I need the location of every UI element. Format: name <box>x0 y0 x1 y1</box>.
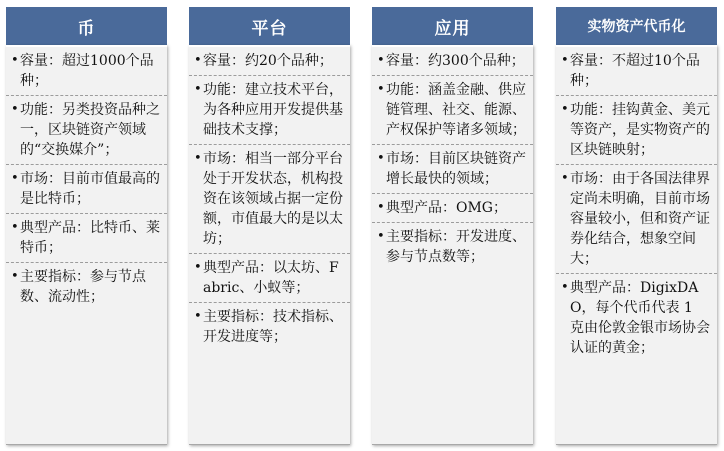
column-platform <box>189 7 350 445</box>
column-header: 应用 <box>372 7 533 45</box>
bullet-icon: • <box>11 269 19 284</box>
list-item <box>556 96 717 165</box>
bullet-icon: • <box>194 53 202 68</box>
item-text: 典型产品：比特币、莱特币； <box>20 220 160 256</box>
list-item <box>189 76 350 145</box>
bullet-icon: • <box>194 309 202 324</box>
list-item <box>556 47 717 96</box>
item-text: 市场：由于各国法律界定尚未明确，目前市场容量较小，但和资产证券化结合，想象空间大； <box>570 171 710 267</box>
list-item <box>372 194 533 223</box>
bullet-icon: • <box>561 53 569 68</box>
bullet-icon: • <box>561 280 569 295</box>
item-text: 主要指标：开发进度、参与节点数等； <box>386 229 526 265</box>
list-item <box>372 223 533 271</box>
item-text: 容量：超过1000个品种； <box>20 53 154 89</box>
bullet-icon: • <box>194 151 202 166</box>
list-item <box>6 96 167 165</box>
bullet-icon: • <box>377 151 385 166</box>
bullet-icon: • <box>11 53 19 68</box>
list-item <box>6 165 167 214</box>
list-item <box>372 145 533 194</box>
bullet-icon: • <box>377 200 385 215</box>
bullet-icon: • <box>11 102 19 117</box>
list-item <box>556 274 717 362</box>
bullet-icon: • <box>11 171 19 186</box>
list-item <box>6 214 167 263</box>
item-text: 主要指标：参与节点数、流动性； <box>20 269 146 305</box>
column-header: 实物资产代币化 <box>556 7 717 45</box>
column-application <box>372 7 533 445</box>
item-text: 功能：挂钩黄金、美元等资产，是实物资产的区块链映射； <box>570 102 710 158</box>
item-text: 功能：另类投资品种之一，区块链资产领域的“交换媒介”； <box>20 102 160 158</box>
item-text: 市场：相当一部分平台处于开发状态，机构投资在该领域占据一定份额，市值最大的是以太坊； <box>203 151 343 247</box>
item-text: 功能：涵盖金融、供应链管理、社交、能源、产权保护等诸多领域； <box>386 82 526 138</box>
bullet-icon: • <box>11 220 19 235</box>
item-text: 主要指标：技术指标、开发进度等； <box>203 309 343 345</box>
bullet-icon: • <box>377 82 385 97</box>
column-tokenized-assets <box>556 7 717 445</box>
column-header: 币 <box>6 7 167 45</box>
bullet-icon: • <box>561 171 569 186</box>
column-coin <box>6 7 167 445</box>
list-item <box>556 165 717 274</box>
column-body <box>189 45 350 445</box>
list-item <box>372 76 533 145</box>
list-item <box>372 47 533 76</box>
list-item <box>6 263 167 311</box>
column-header: 平台 <box>189 7 350 45</box>
list-item <box>189 145 350 254</box>
list-item <box>189 254 350 303</box>
item-text: 典型产品：OMG； <box>386 200 507 216</box>
item-text: 典型产品：以太坊、Fabric、小蚁等； <box>203 260 339 296</box>
bullet-icon: • <box>194 260 202 275</box>
column-body <box>556 45 717 445</box>
list-item <box>189 47 350 76</box>
item-text: 容量：约300个品种； <box>386 53 525 69</box>
bullet-icon: • <box>561 102 569 117</box>
list-item <box>189 303 350 351</box>
item-text: 功能：建立技术平台，为各种应用开发提供基础技术支撑； <box>203 82 343 138</box>
item-text: 市场：目前区块链资产增长最快的领域； <box>386 151 526 187</box>
column-body <box>372 45 533 445</box>
column-body <box>6 45 167 445</box>
bullet-icon: • <box>377 229 385 244</box>
list-item <box>6 47 167 96</box>
bullet-icon: • <box>194 82 202 97</box>
item-text: 容量：约20个品种； <box>203 53 333 69</box>
bullet-icon: • <box>377 53 385 68</box>
item-text: 典型产品：DigixDAO，每个代币代表 1 克由伦敦金银市场协会认证的黄金； <box>570 280 710 356</box>
item-text: 市场：目前市值最高的是比特币； <box>20 171 160 207</box>
item-text: 容量：不超过10个品种； <box>570 53 700 89</box>
